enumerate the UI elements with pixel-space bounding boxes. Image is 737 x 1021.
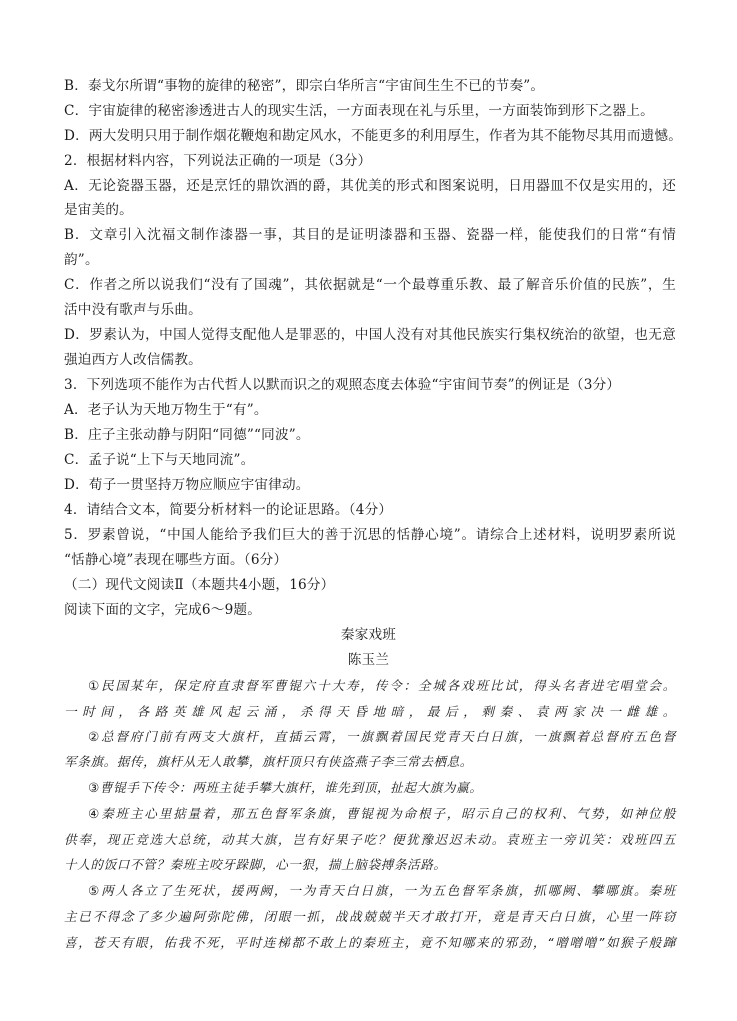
q2-option-c-line-1: C．作者之所以说我们“没有了国魂”，其依据就是“一个最尊重乐教、最了解音乐价值的民族”，生	[64, 277, 676, 293]
section-heading: （二）现代文阅读Ⅱ（本题共4小题，16分）	[64, 577, 335, 593]
story-paragraph-5-line-1: ⑤两人各立了生死状，援两阙，一为青天白日旗，一为五色督军条旗，抓哪阙、攀哪旗。秦班	[88, 883, 676, 898]
q2-option-a-line-1: A．无论瓷器玉器，还是烹饪的鼎饮酒的爵，其优美的形式和图案说明，日用器皿不仅是实用的，还	[64, 178, 676, 194]
question-2: 2．根据材料内容，下列说法正确的一项是（3分）	[64, 153, 372, 169]
q2-option-b-line-1: B．文章引入沈福文制作漆器一事，其目的是证明漆器和玉器、瓷器一样，能使我们的日常“有情	[64, 227, 676, 243]
q2-option-b-line-2: 韵”。	[64, 252, 99, 268]
question-4: 4．请结合文本，简要分析材料一的论证思路。（4分）	[64, 502, 393, 518]
q2-option-a-line-2: 是宙美的。	[64, 202, 133, 218]
q3-option-d: D．荀子一贯坚持万物应顺应宇宙律动。	[64, 477, 310, 493]
question-3: 3．下列选项不能作为古代哲人以默而识之的观照态度去体验“宇宙间节奏”的例证是（3分）	[64, 377, 621, 393]
question-5-line-1: 5．罗素曾说，“中国人能给予我们巨大的善于沉思的恬静心境”。请综合上述材料，说明罗素所说	[64, 527, 676, 543]
reading-instruction: 阅读下面的文字，完成6～9题。	[64, 602, 262, 618]
story-title: 秦家戏班	[340, 627, 397, 643]
q2-option-d-line-2: 强迫西方人改信儒教。	[64, 352, 202, 368]
story-paragraph-1-line-2: 一时间，各路英雄风起云涌，杀得天昏地暗，最后，剩秦、袁两家决一雌雄。	[64, 704, 676, 719]
story-paragraph-4-line-3: 十人的饭口不管？秦班主咬牙跺脚，心一狠，揣上脑袋搏条活路。	[64, 857, 447, 872]
q3-option-b: B．庄子主张动静与阴阳“同德”“同波”。	[64, 427, 310, 443]
q3-option-a: A．老子认为天地万物生于“有”。	[64, 402, 268, 418]
story-paragraph-4-line-2: 供奉，现正竞选大总统，动其大旗，岂有好果子吃？便犹豫迟迟未动。袁班主一旁讥笑：戏班四五	[64, 832, 676, 847]
option-d-line: D．两大发明只用于制作烟花鞭炮和勘定风水，不能更多的利用厚生，作者为其不能物尽其用而遗憾。	[64, 128, 683, 144]
option-c-line: C．宇宙旋律的秘密渗透进古人的现实生活，一方面表现在礼与乐里，一方面装饰到形下之器上。	[64, 103, 654, 119]
story-author: 陈玉兰	[347, 652, 390, 668]
story-paragraph-2-line-1: ②总督府门前有两支大旗杆，直插云霄，一旗飘着国民党青天白日旗，一旗飘着总督府五色督	[88, 729, 676, 744]
story-paragraph-4-line-1: ④秦班主心里掂量着，那五色督军条旗，曹锟视为命根子，昭示自己的权利、气势，如神位般	[88, 806, 676, 821]
q2-option-c-line-2: 活中没有歌声与乐曲。	[64, 302, 202, 318]
option-b-line: B．泰戈尔所谓“事物的旋律的秘密”，即宗白华所言“宇宙间生生不已的节奏”。	[64, 78, 545, 94]
q2-option-d-line-1: D．罗素认为，中国人觉得支配他人是罪恶的，中国人没有对其他民族实行集权统治的欲望，也无意	[64, 327, 676, 343]
story-paragraph-5-line-2: 主已不得念了多少遍阿弥陀佛，闭眼一抓，战战兢兢半天才敢打开，竟是青天白日旗，心里一阵窃	[64, 909, 676, 924]
story-paragraph-3: ③曹锟手下传令：两班主徒手攀大旗杆，谁先到顶，扯起大旗为赢。	[88, 780, 483, 795]
q3-option-c: C．孟子说“上下与天地同流”。	[64, 452, 255, 468]
story-paragraph-1-line-1: ①民国某年，保定府直隶督军曹锟六十大寿，传令：全城各戏班比试，得头名者进宅唱堂会。	[88, 678, 676, 693]
question-5-line-2: “恬静心境”表现在哪些方面。（6分）	[64, 552, 288, 568]
story-paragraph-5-line-3: 喜，苍天有眼，佑我不死，平时连梯都不敢上的秦班主，竟不知哪来的邪劲，“噌噌噌”如猴子般蹿	[64, 935, 676, 950]
story-paragraph-2-line-2: 军条旗。据传，旗杆从无人敢攀，旗杆顶只有侠盗燕子李三常去栖息。	[64, 754, 474, 769]
